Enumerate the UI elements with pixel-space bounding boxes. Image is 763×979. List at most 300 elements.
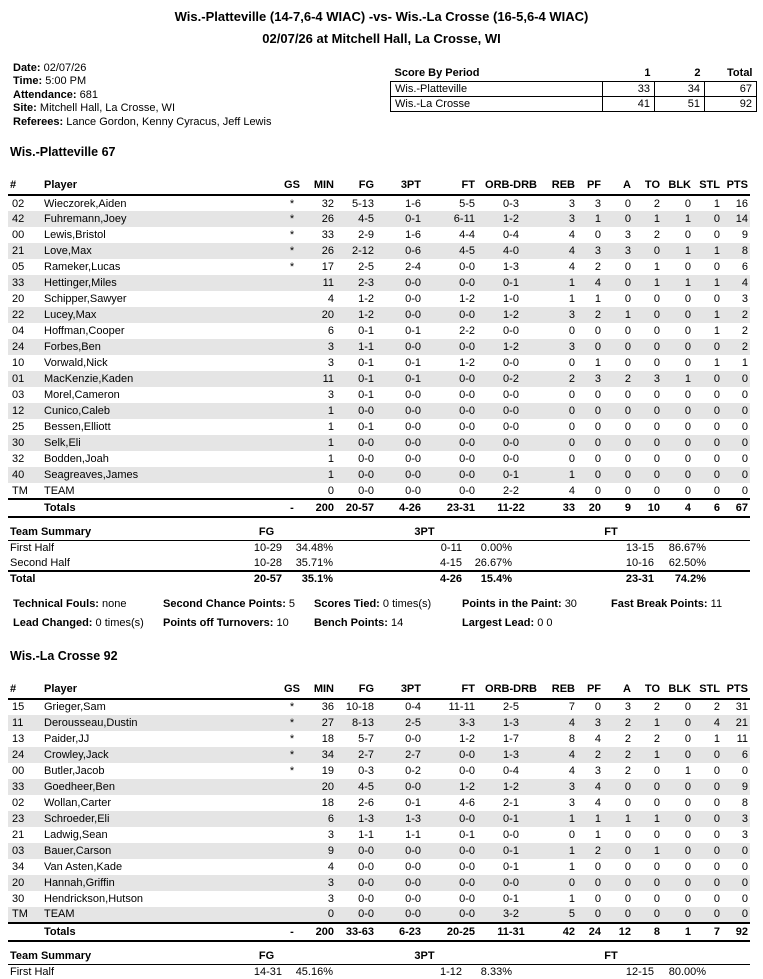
box-cell: 0 <box>624 261 631 274</box>
box-cell: 0 <box>653 357 660 370</box>
box-cell: 1 <box>653 277 660 290</box>
score-header-cell: Score By Period <box>391 66 603 82</box>
box-cell: 40 <box>12 469 25 482</box>
box-cell: 3 <box>568 796 575 809</box>
box-cell: 0-0 <box>459 277 475 290</box>
box-cell: 0 <box>594 892 601 905</box>
box-cell: 4 <box>568 484 575 497</box>
box-cell: 0-0 <box>358 437 374 450</box>
score-value-cell: 92 <box>705 97 757 112</box>
box-cell: 0-1 <box>503 812 519 825</box>
box-cell: 1 <box>713 732 720 745</box>
box-cell: 0-0 <box>459 484 475 497</box>
totals-cell: Totals <box>42 923 280 941</box>
box-cell: 2 <box>624 732 631 745</box>
totals-cell: 20-57 <box>336 499 376 517</box>
box-cell: 1-2 <box>459 293 475 306</box>
box-cell: 0-3 <box>358 764 374 777</box>
team-notes <box>13 595 763 633</box>
box-cell: 3 <box>568 780 575 793</box>
note-item <box>462 614 611 633</box>
box-cell: 0 <box>653 828 660 841</box>
box-cell: 0 <box>713 469 720 482</box>
box-cell <box>280 483 304 499</box>
box-cell: 1-1 <box>358 828 374 841</box>
box-cell: 2-3 <box>358 277 374 290</box>
box-cell: 4 <box>594 277 601 290</box>
box-cell: 0 <box>653 389 660 402</box>
box-cell: 1-3 <box>503 748 519 761</box>
summary-cell: 62.50% <box>668 556 707 569</box>
score-by-period-wrap <box>390 66 757 129</box>
box-cell: 18 <box>321 732 334 745</box>
box-cell: 0-1 <box>405 325 421 338</box>
box-header-cell: PTS <box>722 178 750 195</box>
totals-cell: 67 <box>722 499 750 517</box>
team-sections <box>0 145 763 979</box>
box-cell: 0 <box>624 892 631 905</box>
box-cell: 0 <box>653 245 660 258</box>
box-header-cell: Player <box>42 682 280 699</box>
box-cell: 1 <box>653 844 660 857</box>
box-cell: 2-2 <box>459 325 475 338</box>
box-cell: 2 <box>653 732 660 745</box>
player-row <box>8 467 750 483</box>
totals-cell <box>8 499 42 517</box>
box-score-table <box>8 178 750 518</box>
box-cell: 0 <box>624 389 631 402</box>
box-cell: * <box>289 197 295 210</box>
box-cell: 1 <box>741 357 748 370</box>
game-meta <box>13 62 271 129</box>
box-cell: 0 <box>653 293 660 306</box>
totals-cell: 12 <box>603 923 633 941</box>
box-cell: 0-0 <box>405 293 421 306</box>
box-cell: 0-1 <box>358 325 374 338</box>
box-cell: 0-0 <box>459 389 475 402</box>
box-cell: 2 <box>624 764 631 777</box>
team-section-1 <box>0 649 763 979</box>
box-cell: Fuhremann,Joey <box>44 213 127 226</box>
player-row <box>8 763 750 779</box>
box-cell: 1 <box>653 748 660 761</box>
table-row <box>391 82 757 97</box>
box-cell: * <box>289 701 295 714</box>
box-cell: 2 <box>713 701 720 714</box>
box-header-cell: TO <box>633 682 662 699</box>
box-cell: 1 <box>327 405 334 418</box>
box-cell: 0 <box>327 484 334 497</box>
box-cell: 2-9 <box>358 229 374 242</box>
box-cell: 11-11 <box>448 701 475 714</box>
note-label: Points off Turnovers: <box>163 616 274 629</box>
box-cell: 2-6 <box>358 796 374 809</box>
box-cell: 34 <box>12 860 25 873</box>
score-value-cell: 41 <box>603 97 655 112</box>
box-cell: 20 <box>321 780 334 793</box>
summary-cell: 10-16 <box>625 556 654 569</box>
box-header-cell: BLK <box>662 682 693 699</box>
score-team-cell: Wis.-La Crosse <box>391 97 603 112</box>
box-cell: 2-2 <box>503 484 519 497</box>
box-cell <box>280 275 304 291</box>
summary-label: First Half <box>10 965 54 978</box>
summary-spacer <box>708 541 750 556</box>
player-row <box>8 259 750 275</box>
box-header-cell: REB <box>545 178 577 195</box>
box-cell: 11 <box>322 373 334 386</box>
box-cell: 3 <box>741 293 748 306</box>
box-cell: 6 <box>741 261 748 274</box>
box-cell: 0 <box>684 453 691 466</box>
box-cell: 0-0 <box>358 892 374 905</box>
box-header-cell: STL <box>693 682 722 699</box>
box-cell: 0 <box>684 732 691 745</box>
box-cell: 0 <box>653 405 660 418</box>
box-cell: 0-0 <box>358 860 374 873</box>
box-cell: 0 <box>741 892 748 905</box>
box-cell: 21 <box>12 828 25 841</box>
box-cell: 0 <box>624 780 631 793</box>
totals-cell: 6-23 <box>376 923 423 941</box>
box-cell: 0-0 <box>405 437 421 450</box>
box-cell: 4-4 <box>459 229 475 242</box>
box-cell: 0 <box>684 293 691 306</box>
box-cell: 0 <box>624 293 631 306</box>
meta-value: 02/07/26 <box>43 62 87 74</box>
summary-cell: 80.00% <box>668 965 707 978</box>
box-cell: 6 <box>327 812 334 825</box>
box-cell: 01 <box>12 373 25 386</box>
table-row <box>8 949 750 965</box>
box-cell: 04 <box>12 325 25 338</box>
box-cell: 0 <box>741 764 748 777</box>
summary-cell: 14-31 <box>253 965 282 978</box>
box-cell: 0 <box>653 876 660 889</box>
box-cell: 17 <box>321 261 334 274</box>
note-value: 5 <box>288 597 296 610</box>
box-cell: 0 <box>624 876 631 889</box>
summary-row <box>8 964 750 979</box>
box-cell: Bauer,Carson <box>44 844 112 857</box>
box-cell: 1 <box>594 213 601 226</box>
box-cell: 0 <box>741 437 748 450</box>
box-cell: 0 <box>624 341 631 354</box>
summary-spacer <box>708 964 750 979</box>
player-row <box>8 291 750 307</box>
box-cell: 0 <box>741 484 748 497</box>
box-cell: 2-7 <box>358 748 374 761</box>
meta-item <box>13 116 271 129</box>
box-cell: 1 <box>684 277 691 290</box>
box-cell: 2 <box>653 197 660 210</box>
box-cell: 0 <box>684 701 691 714</box>
box-cell <box>280 403 304 419</box>
box-cell: 3 <box>568 309 575 322</box>
note-value: 10 <box>276 616 289 629</box>
box-cell: 2 <box>624 716 631 729</box>
box-cell: 2 <box>568 373 575 386</box>
summary-spacer <box>708 571 750 586</box>
box-cell: 0 <box>713 876 720 889</box>
box-cell: 0 <box>624 796 631 809</box>
box-cell: Schipper,Sawyer <box>44 293 127 306</box>
player-row <box>8 747 750 763</box>
box-cell: 0-0 <box>405 780 421 793</box>
box-cell: 0-1 <box>358 421 374 434</box>
summary-cell: 4-15 <box>439 556 462 569</box>
totals-cell: 200 <box>304 499 336 517</box>
summary-cell: 8.33% <box>480 965 512 978</box>
box-cell: 1 <box>327 421 334 434</box>
box-cell: 05 <box>12 261 25 274</box>
box-cell: Schroeder,Eli <box>44 812 110 825</box>
box-cell: 4-0 <box>503 245 519 258</box>
totals-cell: 6 <box>693 499 722 517</box>
box-cell: 1 <box>653 213 660 226</box>
box-cell: 2-5 <box>405 716 421 729</box>
box-cell: 0 <box>684 716 691 729</box>
box-cell: 0-0 <box>503 389 519 402</box>
box-cell: 3 <box>568 197 575 210</box>
box-cell: 0 <box>741 389 748 402</box>
summary-cell: 20-57 <box>198 571 284 586</box>
box-cell: Selk,Eli <box>44 437 81 450</box>
box-cell: 0-2 <box>405 764 421 777</box>
box-cell: 22 <box>12 309 25 322</box>
box-cell: 0 <box>713 780 720 793</box>
box-cell: 0 <box>568 876 575 889</box>
box-cell: 0 <box>653 908 660 921</box>
box-cell: 0-2 <box>503 373 519 386</box>
box-cell: 3 <box>624 245 631 258</box>
meta-item <box>13 102 271 115</box>
box-cell: 0 <box>594 389 601 402</box>
box-cell: 11 <box>322 277 334 290</box>
box-cell: 20 <box>12 876 25 889</box>
box-header-cell: Player <box>42 178 280 195</box>
box-cell: Paider,JJ <box>44 732 90 745</box>
box-cell: 0-0 <box>459 892 475 905</box>
note-value: 11 <box>710 597 723 610</box>
box-cell: 0 <box>713 908 720 921</box>
totals-cell: - <box>280 923 304 941</box>
box-cell: Bodden,Joah <box>44 453 109 466</box>
box-cell: 0-0 <box>459 860 475 873</box>
box-header-cell: FG <box>336 682 376 699</box>
box-cell <box>280 435 304 451</box>
box-cell: 0 <box>713 892 720 905</box>
box-cell: 1-2 <box>503 780 519 793</box>
summary-header-cell: 3PT <box>335 525 514 541</box>
summary-cell: 26.67% <box>474 556 512 569</box>
box-cell: 0 <box>684 828 691 841</box>
box-cell: 0 <box>653 484 660 497</box>
score-by-period-table <box>390 66 757 112</box>
box-cell: 33 <box>12 277 25 290</box>
box-cell: 0 <box>684 748 691 761</box>
box-cell: 1-2 <box>358 293 374 306</box>
box-header-cell: ORB-DRB <box>477 682 545 699</box>
box-cell: 8 <box>741 796 748 809</box>
box-cell <box>280 795 304 811</box>
box-cell: 0 <box>594 908 601 921</box>
box-cell: 23 <box>12 812 25 825</box>
box-cell: 6-11 <box>453 213 475 226</box>
box-cell: 0 <box>684 844 691 857</box>
note-item <box>13 595 163 614</box>
box-cell: Vorwald,Nick <box>44 357 108 370</box>
box-cell: 1 <box>568 844 575 857</box>
box-cell: 3 <box>327 876 334 889</box>
summary-cell: 86.67% <box>668 542 707 555</box>
box-cell: 9 <box>741 229 748 242</box>
box-cell <box>280 843 304 859</box>
box-cell: 2 <box>624 748 631 761</box>
summary-row <box>8 556 750 571</box>
box-header-cell: FG <box>336 178 376 195</box>
box-cell: 0 <box>713 748 720 761</box>
box-cell: 0-1 <box>405 373 421 386</box>
box-cell: 4 <box>568 748 575 761</box>
box-cell: 3 <box>741 812 748 825</box>
box-cell: 0 <box>624 469 631 482</box>
box-cell: 32 <box>321 197 334 210</box>
totals-cell: 4-26 <box>376 499 423 517</box>
box-cell: 10-18 <box>345 701 374 714</box>
player-row <box>8 451 750 467</box>
box-cell: 0-0 <box>405 844 421 857</box>
score-header-cell: 1 <box>603 66 655 82</box>
box-cell: 2-12 <box>351 245 374 258</box>
box-cell: 0 <box>653 796 660 809</box>
box-cell: Butler,Jacob <box>44 764 105 777</box>
box-cell: 11 <box>12 716 24 729</box>
box-cell: * <box>289 245 295 258</box>
box-cell: 0 <box>568 357 575 370</box>
summary-cell: 10-28 <box>253 556 282 569</box>
box-cell: 0 <box>624 213 631 226</box>
box-cell: 0 <box>653 764 660 777</box>
box-cell: Van Asten,Kade <box>44 860 123 873</box>
box-cell: 0-0 <box>503 405 519 418</box>
box-cell: 0 <box>713 229 720 242</box>
box-cell: 0-0 <box>358 908 374 921</box>
box-cell <box>280 875 304 891</box>
box-cell <box>280 827 304 843</box>
box-cell: 4 <box>568 764 575 777</box>
box-cell: 1-1 <box>405 828 421 841</box>
note-label: Lead Changed: <box>13 616 93 629</box>
box-cell: 1 <box>568 812 575 825</box>
box-cell: 0 <box>653 341 660 354</box>
totals-cell: 20 <box>577 499 603 517</box>
summary-header-cell: FG <box>198 949 335 965</box>
summary-header-cell: 3PT <box>335 949 514 965</box>
player-row <box>8 227 750 243</box>
box-cell: 31 <box>735 701 748 714</box>
table-row <box>391 97 757 112</box>
box-cell: 1 <box>684 245 691 258</box>
player-row <box>8 875 750 891</box>
box-cell: 3 <box>327 892 334 905</box>
box-cell: 4 <box>713 716 720 729</box>
box-cell: 0-0 <box>503 357 519 370</box>
meta-value: 5:00 PM <box>45 75 87 88</box>
box-cell: 0-0 <box>459 309 475 322</box>
summary-cell: 0.00% <box>480 542 512 555</box>
note-label: Points in the Paint: <box>462 597 562 610</box>
score-value-cell: 33 <box>603 82 655 97</box>
box-cell: 3-3 <box>459 716 475 729</box>
player-row <box>8 323 750 339</box>
summary-cell: 74.2% <box>656 571 708 586</box>
box-cell: 0-0 <box>459 405 475 418</box>
player-row <box>8 275 750 291</box>
summary-title: Team Summary <box>8 525 198 541</box>
totals-cell: 11-22 <box>477 499 545 517</box>
box-cell: 0-0 <box>503 876 519 889</box>
box-cell: 4-5 <box>358 213 374 226</box>
box-cell: 0 <box>624 484 631 497</box>
box-cell <box>280 371 304 387</box>
box-cell: 6 <box>327 325 334 338</box>
box-cell: 0 <box>684 892 691 905</box>
summary-label: Second Half <box>10 556 70 569</box>
totals-cell: 20-25 <box>423 923 477 941</box>
box-cell: 1-6 <box>405 229 421 242</box>
summary-cell: 34.48% <box>295 542 333 555</box>
box-cell: 1-3 <box>503 716 519 729</box>
meta-item <box>13 75 271 88</box>
box-cell: Bessen,Elliott <box>44 421 111 434</box>
box-cell: 5-5 <box>459 197 475 210</box>
box-cell: 0 <box>741 876 748 889</box>
score-value-cell: 34 <box>655 82 705 97</box>
box-cell: 0-1 <box>405 357 421 370</box>
box-cell: * <box>289 229 295 242</box>
box-cell: 1 <box>624 812 631 825</box>
box-cell: 0 <box>713 341 720 354</box>
box-cell: 0-0 <box>459 261 475 274</box>
box-cell: 0-1 <box>503 469 519 482</box>
box-cell: 3 <box>624 701 631 714</box>
table-row <box>391 66 757 82</box>
note-value: none <box>102 597 127 610</box>
box-cell: Derousseau,Dustin <box>44 716 138 729</box>
totals-cell <box>8 923 42 941</box>
totals-cell: 33-63 <box>336 923 376 941</box>
box-cell: 0 <box>684 421 691 434</box>
box-cell: 0-0 <box>503 437 519 450</box>
box-cell: 0-0 <box>459 437 475 450</box>
box-cell: 0 <box>684 389 691 402</box>
box-cell: 0-0 <box>358 876 374 889</box>
totals-cell: 92 <box>722 923 750 941</box>
box-cell: 0 <box>684 309 691 322</box>
box-cell: 0 <box>713 844 720 857</box>
box-cell: 0 <box>653 453 660 466</box>
box-header-cell: FT <box>423 682 477 699</box>
box-cell: 4 <box>568 245 575 258</box>
meta-value: Lance Gordon, Kenny Cyracus, Jeff Lewis <box>66 115 272 128</box>
note-label: Scores Tied: <box>314 597 380 610</box>
box-cell: 0 <box>741 421 748 434</box>
player-row <box>8 371 750 387</box>
box-cell: * <box>289 716 295 729</box>
box-cell: 1 <box>568 860 575 873</box>
box-cell: 1 <box>624 309 631 322</box>
